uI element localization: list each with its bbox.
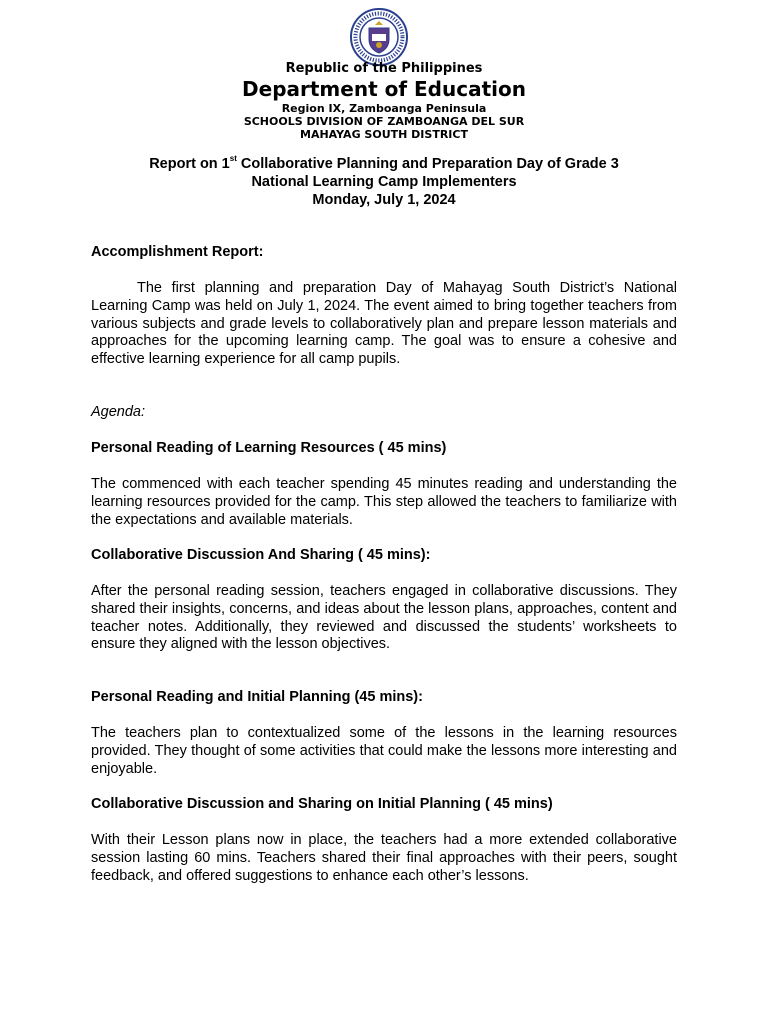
region-name: Region IX, Zamboanga Peninsula xyxy=(281,102,487,115)
accomplishment-heading: Accomplishment Report: xyxy=(91,244,264,260)
section-body: The teachers plan to contextualized some of the lessons in the learning resources provided. They thought of some activities that could make the lessons more interesting and enjoyable. xyxy=(91,725,677,777)
section-heading: Collaborative Discussion And Sharing ( 45 mins): xyxy=(91,547,431,563)
section-heading: Personal Reading of Learning Resources ( 45 mins) xyxy=(91,440,447,456)
title-ordinal-suffix: st xyxy=(229,154,237,164)
section-body: After the personal reading session, teachers engaged in collaborative discussions. They shared their insights, concerns, and ideas about the lesson plans, approaches, content and teacher notes. Additionally, they reviewed and discussed the students’ worksheets to ensure they aligned with the lesson objectives. xyxy=(91,583,677,653)
report-title xyxy=(0,155,768,209)
intro-paragraph: The first planning and preparation Day of Mahayag South District’s National Learning Camp was held on July 1, 2024. The event aimed to bring together teachers from various subjects and grade levels to collaboratively plan and prepare lesson materials and approaches for the upcoming learning camp. The goal was to ensure a cohesive and effective learning experience for all camp pupils. xyxy=(91,280,677,368)
section-heading: Personal Reading and Initial Planning (45 mins): xyxy=(91,689,423,705)
title-line-1-suffix: Collaborative Planning and Preparation Day of Grade 3 xyxy=(236,156,619,172)
letterhead xyxy=(0,60,768,141)
title-line-1-prefix: Report on 1 xyxy=(149,156,230,172)
report-date: Monday, July 1, 2024 xyxy=(312,192,456,208)
deped-seal-icon xyxy=(350,8,408,66)
division-name: SCHOOLS DIVISION OF ZAMBOANGA DEL SUR xyxy=(243,115,525,128)
country-name: Republic of the Philippines xyxy=(285,61,483,76)
title-line-1 xyxy=(0,155,768,173)
section-body: With their Lesson plans now in place, the teachers had a more extended collaborative session lasting 60 mins. Teachers shared their final approaches with their peers, sought feedback, and offered suggestions to enhance each other’s lessons. xyxy=(91,832,677,884)
section-body: The commenced with each teacher spending 45 minutes reading and understanding the learning resources provided for the camp. This step allowed the teachers to familiarize with the expectations and available materials. xyxy=(91,476,677,528)
agenda-label: Agenda: xyxy=(91,404,146,420)
department-name: Department of Education xyxy=(242,77,526,101)
district-name: MAHAYAG SOUTH DISTRICT xyxy=(300,128,468,141)
section-heading: Collaborative Discussion and Sharing on Initial Planning ( 45 mins) xyxy=(91,796,553,812)
title-line-2: National Learning Camp Implementers xyxy=(251,174,517,190)
